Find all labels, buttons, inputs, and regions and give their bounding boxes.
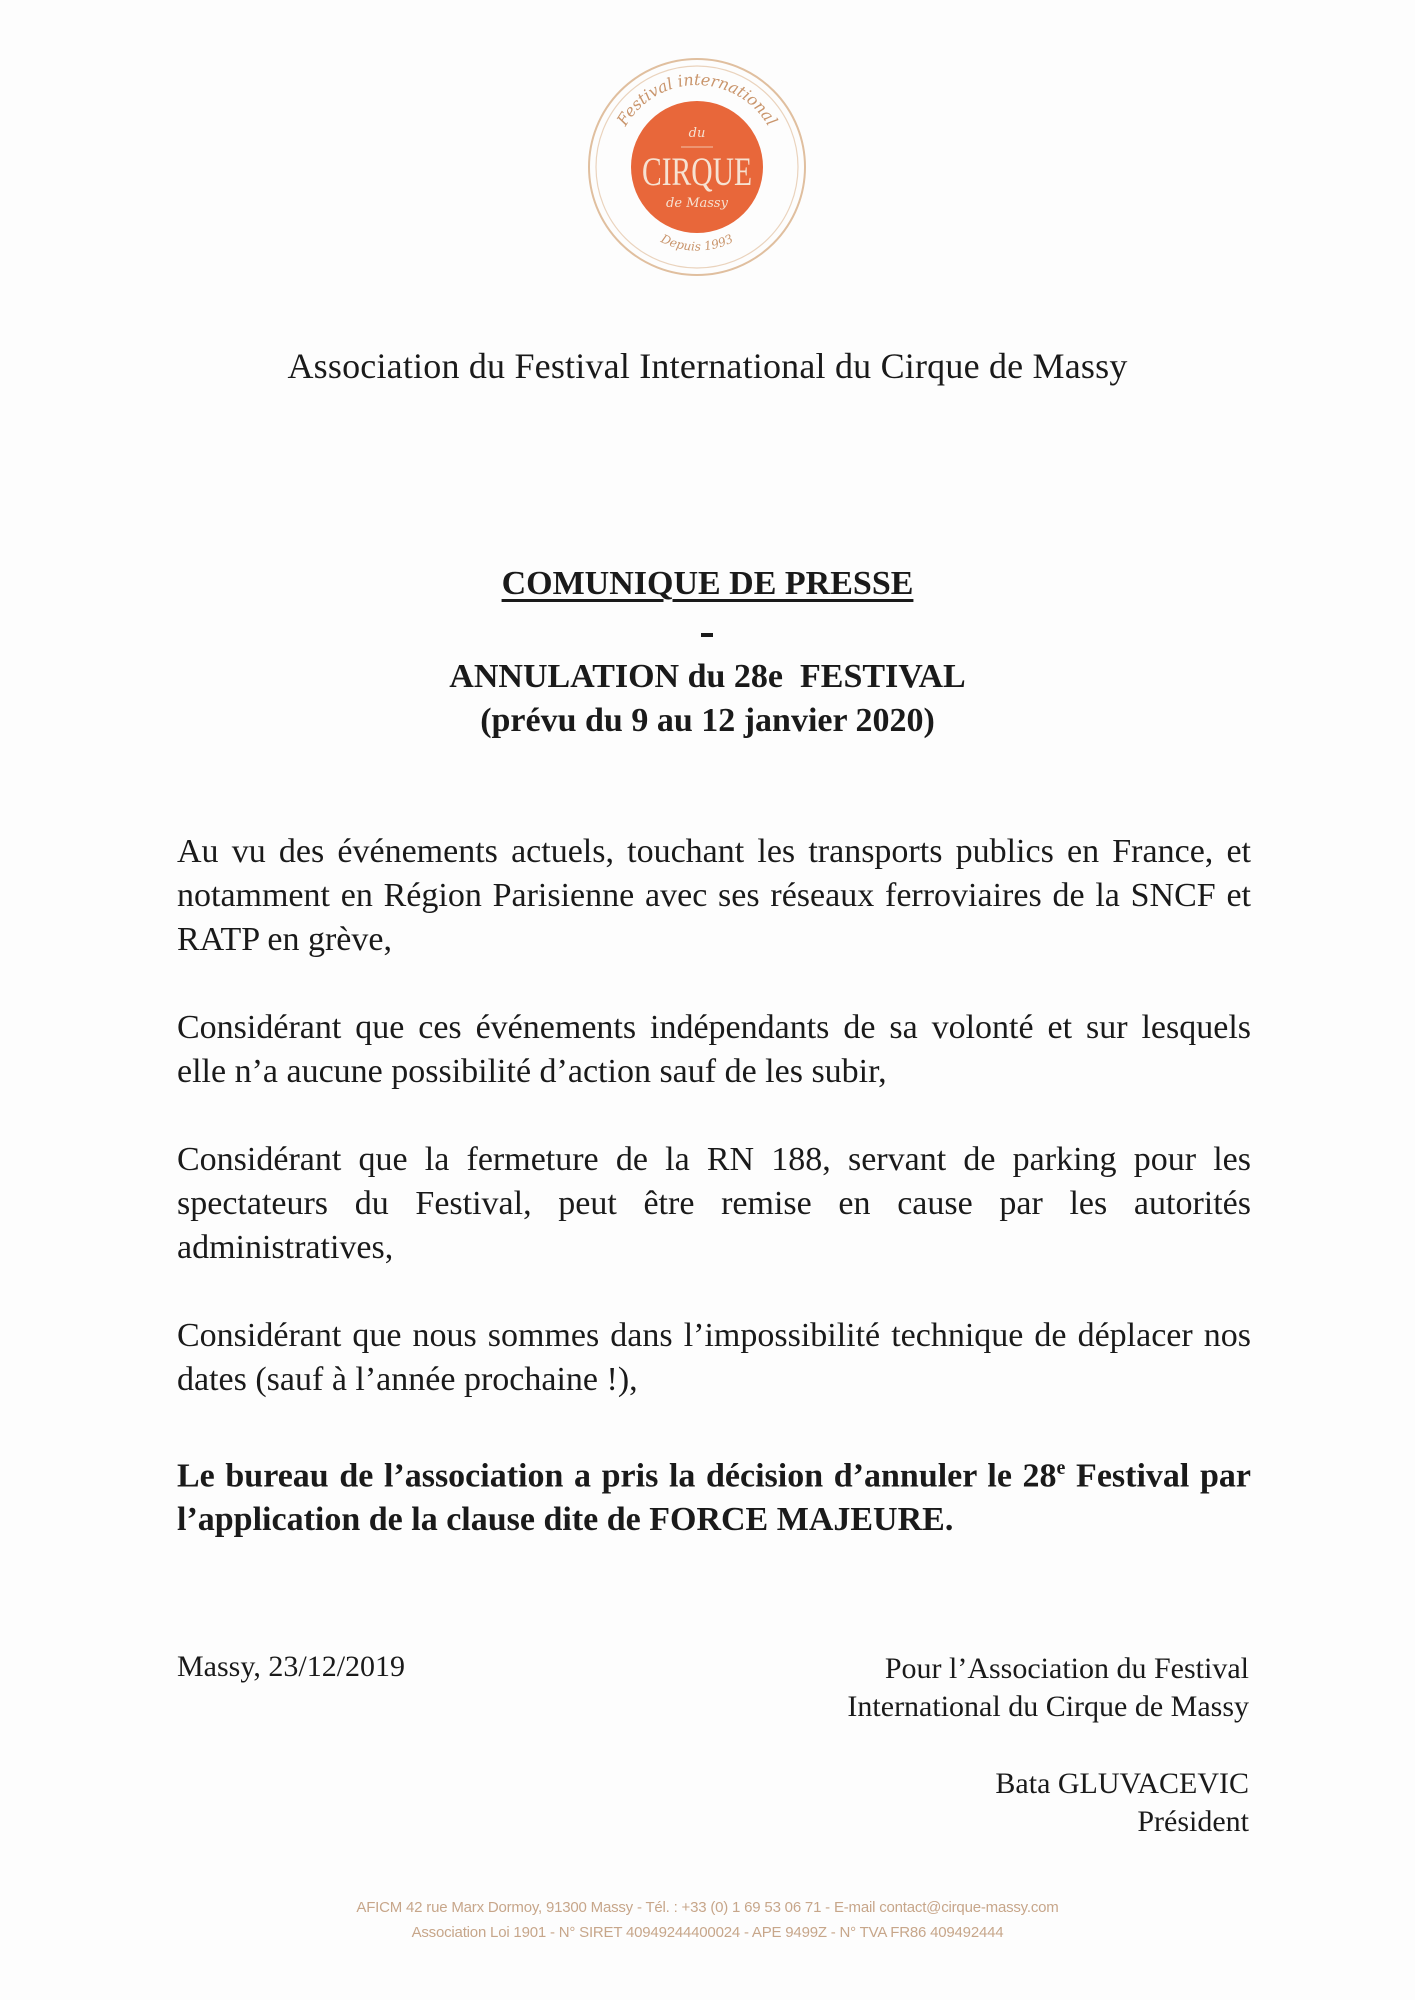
paragraph-considering-1: Considérant que ces événements indépendants de sa volonté et sur lesquels elle n’a aucune possibilité d’action sauf de les subir,: [177, 1009, 1251, 1090]
title-separator: [701, 633, 713, 637]
letterhead-footer: [0, 1895, 1415, 1945]
logo-word-massy: de Massy: [666, 196, 728, 211]
place-and-date: Massy, 23/12/2019: [177, 1650, 406, 1683]
signatory: [995, 1765, 1249, 1841]
paragraph-considering-2: Considérant que la fermeture de la RN 188, servant de parking pour les spectateurs du Festival, peut être remise en cause par les autorités administratives,: [177, 1141, 1251, 1266]
footer-registration-line: Association Loi 1901 - N° SIRET 40949244400024 - APE 9499Z - N° TVA FR86 409492444: [411, 1924, 1004, 1941]
paragraph-context: Au vu des événements actuels, touchant les transports publics en France, et notamment en Région Parisienne avec ses réseaux ferroviaires de la SNCF et RATP en grève,: [177, 833, 1251, 958]
paragraph-considering-3: Considérant que nous sommes dans l’impossibilité technique de déplacer nos dates (sauf à l’année prochaine !),: [177, 1317, 1251, 1398]
on-behalf-line-1: Pour l’Association du Festival: [884, 1652, 1249, 1685]
footer-address-line: AFICM 42 rue Marx Dormoy, 91300 Massy - Tél. : +33 (0) 1 69 53 06 71 - E-mail contact@cirque-massy.com: [356, 1899, 1059, 1916]
paragraph-decision: [177, 1446, 1251, 1542]
festival-logo: [585, 55, 810, 280]
logo-word-du: du: [688, 126, 706, 141]
decision-text-end: Festival par l’application de la clause dite de FORCE MAJEURE.: [177, 1457, 1251, 1539]
cancellation-headline: [0, 655, 1415, 743]
on-behalf-of: [847, 1650, 1249, 1726]
headline-line-2: (prévu du 9 au 12 janvier 2020): [480, 702, 935, 739]
signer-name: Bata GLUVACEVIC: [995, 1767, 1249, 1800]
organization-header: Association du Festival International du Cirque de Massy: [287, 346, 1128, 386]
decision-text-start: Le bureau de l’association a pris la décision d’annuler le 28: [177, 1457, 1057, 1495]
press-release-body: [177, 830, 1251, 1586]
headline-line-1: ANNULATION du 28e FESTIVAL: [449, 658, 966, 695]
press-release-title: COMUNIQUE DE PRESSE: [501, 565, 914, 602]
logo-word-cirque: CIRQUE: [642, 149, 752, 194]
logo-arc-bottom-text: Depuis 1993: [658, 231, 736, 254]
signer-role: Président: [1137, 1805, 1249, 1838]
logo-arc-top-text: Festival international: [612, 69, 782, 129]
decision-superscript: e: [1056, 1457, 1066, 1479]
on-behalf-line-2: International du Cirque de Massy: [847, 1690, 1249, 1723]
